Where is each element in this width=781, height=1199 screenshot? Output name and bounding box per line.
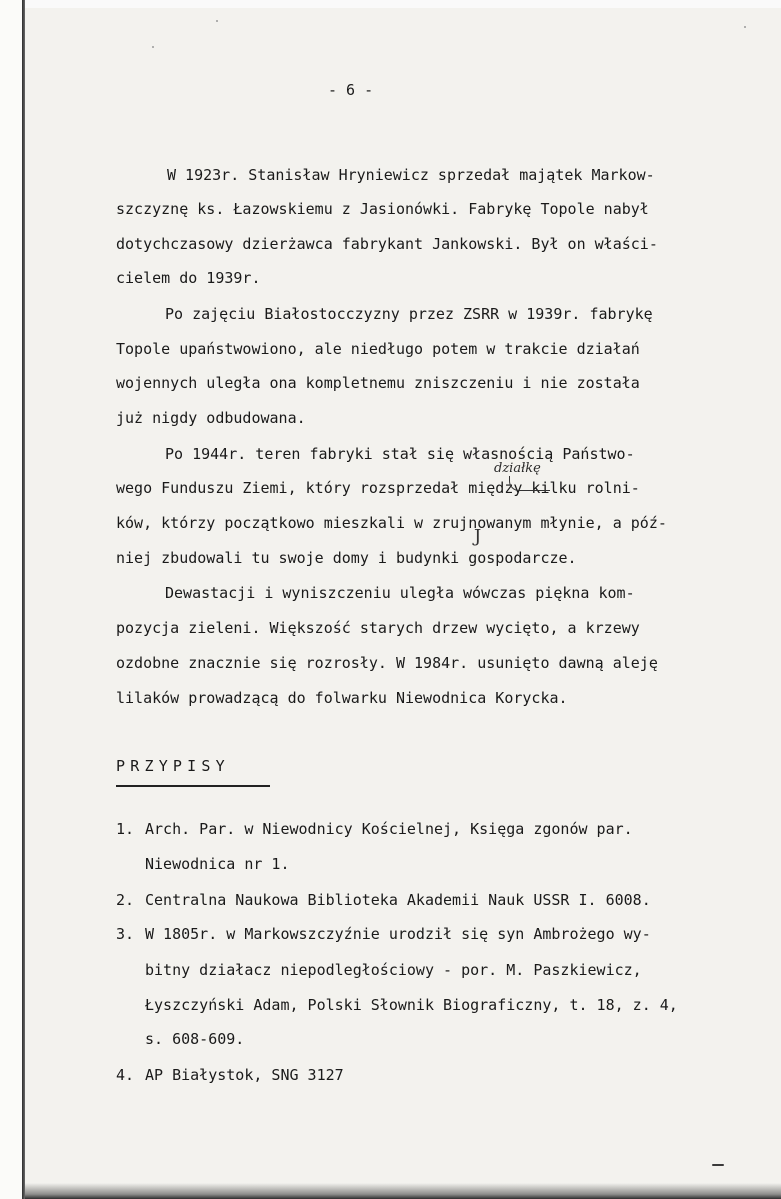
footnote-line: Centralna Naukowa Biblioteka Akademii Nauk USSR I. 6008. [145,891,651,909]
body-line: cielem do 1939r. [116,269,261,287]
body-line: Po zajęciu Białostocczyzny przez ZSRR w 1939r. fabrykę [165,305,653,323]
footnote-number: 3. [116,925,135,943]
footnote-line: W 1805r. w Markowszczyźnie urodził się syn Ambrożego wy- [145,925,651,943]
footnote-line: s. 608-609. [145,1030,245,1048]
scan-speck [712,1164,724,1166]
scan-left-margin [0,0,22,1199]
body-line: szczyznę ks. Łazowskiemu z Jasionówki. Fabrykę Topole nabył [116,200,649,218]
body-line: Dewastacji i wyniszczeniu uległa wówczas piękna kom- [165,584,635,602]
body-line: niej zbudowali tu swoje domy i budynki gospodarcze. [116,549,577,567]
body-line: ków, którzy początkowo mieszkali w zrujnowanym młynie, a póź- [116,514,667,532]
body-line: wojennych uległa ona kompletnemu zniszczeniu i nie została [116,374,640,392]
body-line: wego Funduszu Ziemi, który rozsprzedał między kilku rolni- [116,479,640,497]
footnote-number: 2. [116,891,135,909]
footnote-line: Łyszczyński Adam, Polski Słownik Biograficzny, t. 18, z. 4, [145,996,678,1014]
handwritten-insert-arc [509,476,550,491]
heading-underline [116,785,270,787]
handwritten-correction-mark: J [474,526,482,547]
scan-binding-edge [22,0,25,1199]
footnote-line: AP Białystok, SNG 3127 [145,1066,344,1084]
body-line: W 1923r. Stanisław Hryniewicz sprzedał majątek Markow- [167,166,655,184]
body-line: ozdobne znacznie się rozrosły. W 1984r. usunięto dawną aleję [116,654,658,672]
body-line: lilaków prowadzącą do folwarku Niewodnica Korycka. [116,689,568,707]
page-number: - 6 - [328,81,374,99]
scan-top-band [0,0,781,8]
footnote-line: Arch. Par. w Niewodnicy Kościelnej, Księga zgonów par. [145,820,633,838]
footnote-line: Niewodnica nr 1. [145,855,290,873]
footnote-line: bitny działacz niepodległościowy - por. M. Paszkiewicz, [145,961,642,979]
body-line: Topole upaństwowiono, ale niedługo potem w trakcie działań [116,340,640,358]
scan-bottom-shadow [25,1183,781,1199]
footnote-number: 1. [116,820,135,838]
body-line: pozycja zieleni. Większość starych drzew wycięto, a krzewy [116,619,640,637]
footnote-number: 4. [116,1066,135,1084]
body-line: już nigdy odbudowana. [116,409,306,427]
body-line: dotychczasowy dzierżawca fabrykant Jankowski. Był on właści- [116,235,658,253]
footnotes-heading: PRZYPISY [116,757,230,775]
body-line: Po 1944r. teren fabryki stał się własnością Państwo- [165,445,635,463]
scan-speck [216,20,218,22]
scan-speck [152,46,154,48]
handwritten-note: działkę [494,461,541,476]
scan-speck [744,26,746,28]
